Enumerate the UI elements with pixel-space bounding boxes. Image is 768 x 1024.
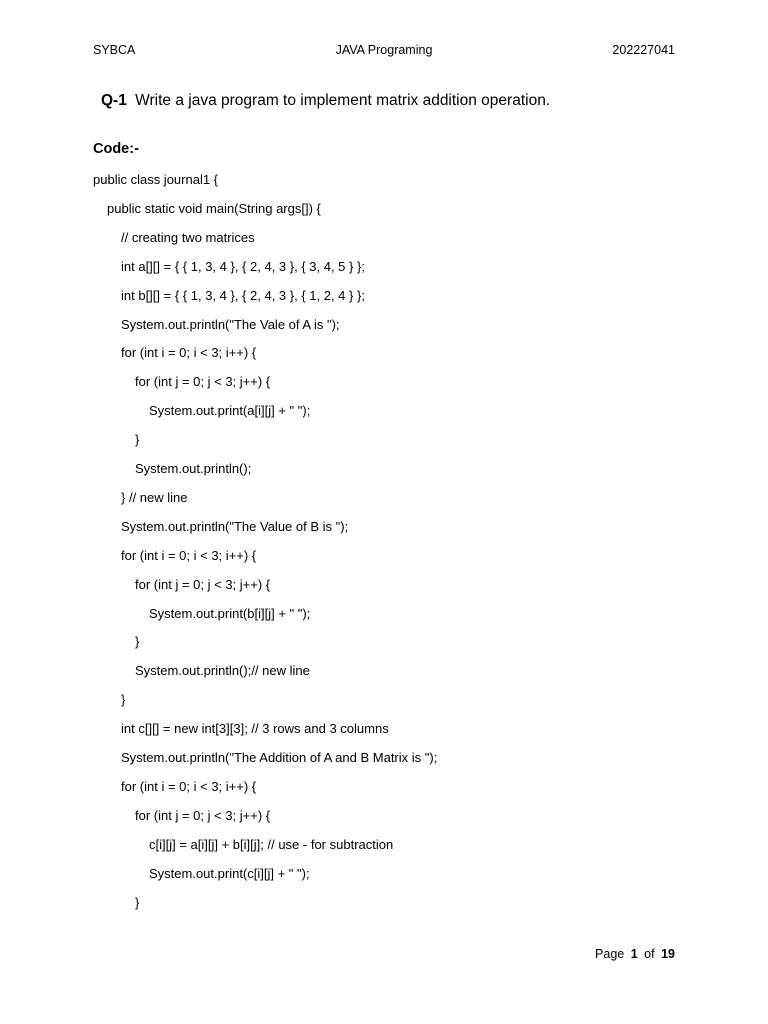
page-footer bbox=[595, 947, 675, 961]
code-line: for (int j = 0; j < 3; j++) { bbox=[135, 576, 271, 592]
header-subject: JAVA Programing bbox=[335, 43, 433, 57]
header-roll-number: 202227041 bbox=[612, 43, 675, 57]
code-line: for (int i = 0; i < 3; i++) { bbox=[121, 345, 257, 361]
header-course: SYBCA bbox=[93, 43, 136, 57]
code-line: for (int j = 0; j < 3; j++) { bbox=[135, 374, 271, 390]
code-line: public static void main(String args[]) { bbox=[107, 200, 321, 216]
code-line: System.out.println("The Value of B is "); bbox=[121, 518, 349, 534]
code-line: System.out.println("The Vale of A is "); bbox=[121, 316, 340, 332]
question-text: Write a java program to implement matrix addition operation. bbox=[135, 92, 551, 109]
code-line: for (int j = 0; j < 3; j++) { bbox=[135, 807, 271, 823]
code-line: int b[][] = { { 1, 3, 4 }, { 2, 4, 3 }, { 1, 2, 4 } }; bbox=[121, 287, 365, 303]
question-title bbox=[101, 92, 550, 110]
code-line: public class journal1 { bbox=[93, 172, 219, 187]
code-line: } bbox=[135, 432, 140, 448]
code-line: System.out.print(b[i][j] + " "); bbox=[149, 605, 311, 621]
code-line: for (int i = 0; i < 3; i++) { bbox=[121, 547, 257, 563]
footer-page-prefix: Page bbox=[595, 947, 625, 961]
code-line: System.out.println("The Addition of A and B Matrix is "); bbox=[121, 750, 438, 765]
footer-total-pages: 19 bbox=[661, 947, 675, 961]
code-line: } bbox=[135, 894, 140, 910]
code-line: System.out.println(); bbox=[135, 461, 252, 476]
code-line: } bbox=[121, 692, 126, 708]
code-line: System.out.println();// new line bbox=[135, 663, 310, 679]
footer-current-page: 1 bbox=[630, 947, 638, 961]
code-line: // creating two matrices bbox=[121, 229, 255, 245]
code-line: for (int i = 0; i < 3; i++) { bbox=[121, 778, 257, 794]
footer-of: of bbox=[644, 947, 655, 961]
code-line: System.out.print(c[i][j] + " "); bbox=[149, 865, 310, 881]
page-header bbox=[93, 43, 675, 61]
code-line: c[i][j] = a[i][j] + b[i][j]; // use - for subtraction bbox=[149, 836, 394, 852]
code-line: } bbox=[135, 634, 140, 650]
code-line: int c[][] = new int[3][3]; // 3 rows and 3 columns bbox=[121, 721, 389, 737]
code-line: System.out.print(a[i][j] + " "); bbox=[149, 403, 311, 419]
question-label: Q-1 bbox=[101, 92, 127, 109]
code-line: } // new line bbox=[121, 489, 188, 505]
code-heading: Code:- bbox=[93, 141, 139, 157]
code-line: int a[][] = { { 1, 3, 4 }, { 2, 4, 3 }, { 3, 4, 5 } }; bbox=[121, 258, 365, 274]
